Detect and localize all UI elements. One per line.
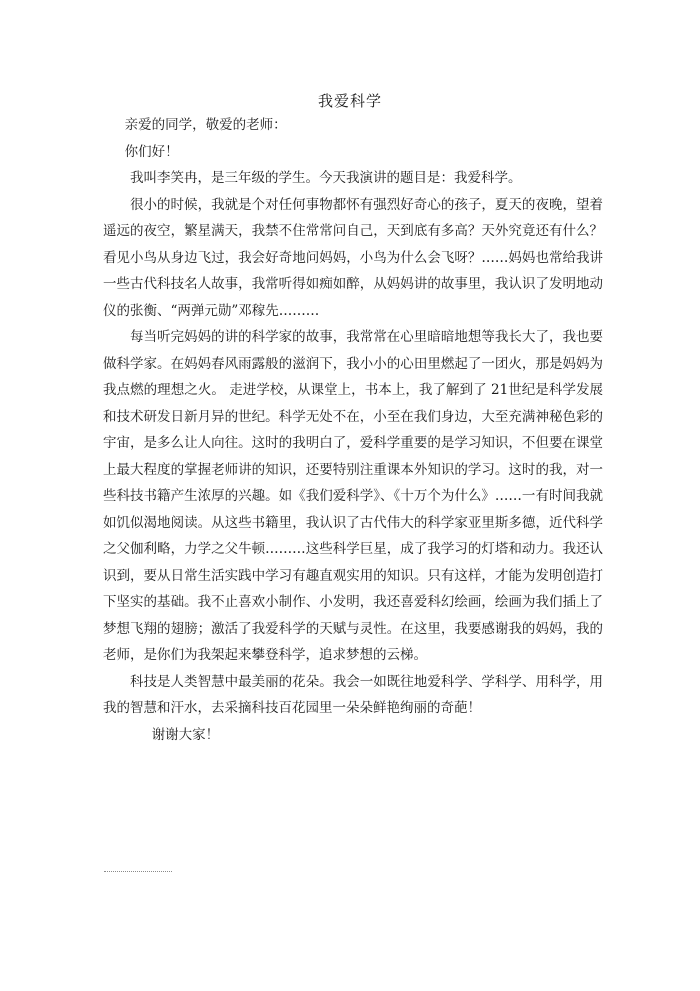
- footnote-divider: [104, 871, 172, 872]
- closing: 谢谢大家！: [151, 726, 220, 743]
- paragraph-2: 很小的时候，我就是个对任何事物都怀有强烈好奇心的孩子，夏天的夜晚，望着遥远的夜空，繁星满天，我禁不住常常问自己，天到底有多高？天外究竟还有什么？看见小鸟从身边飞过，我会好奇地问妈妈，小鸟为什么会飞呀？……妈妈也常给我讲一些古代科技名人故事，我常听得如痴如醉，从妈妈讲的故事里，我认识了发明地动仪的张衡、“两弹元勋”邓稼先………: [103, 196, 603, 319]
- document-body: [103, 112, 603, 748]
- paragraph-4: 科技是人类智慧中最美丽的花朵。我会一如既往地爱科学、学科学、用科学，用我的智慧和汗水，去采摘科技百花园里一朵朵鲜艳绚丽的奇葩！: [103, 673, 603, 716]
- salutation: 亲爱的同学，敬爱的老师：: [124, 117, 287, 133]
- paragraph-3: 每当听完妈妈的讲的科学家的故事，我常常在心里暗暗地想等我长大了，我也要做科学家。在妈妈春风雨露般的滋润下，我小小的心田里燃起了一团火，那是妈妈为我点燃的理想之火。 走进学校，从课堂上，书本上，我了解到了 21世纪是科学发展和技术研发日新月异的世纪。科学无处不在，小至在我们身边，大至充满神秘色彩的宇宙，是多么让人向往。这时的我明白了，爱科学重要的是学习知识，不但要在课堂上最大程度的掌握老师讲的知识，还要特别注重课本外知识的学习。这时的我，对一些科技书籍产生浓厚的兴趣。如《我们爱科学》、《十万个为什么》……一有时间我就如饥似渴地阅读。从这些书籍里，我认识了古代伟大的科学家亚里斯多德，近代科学之父伽利略，力学之父牛顿………这些科学巨星，成了我学习的灯塔和动力。我还认识到，要从日常生活实践中学习有趣直观实用的知识。只有这样，才能为发明创造打下坚实的基础。我不止喜欢小制作、小发明，我还喜爱科幻绘画，绘画为我们插上了梦想飞翔的翅膀；激活了我爱科学的天赋与灵性。在这里，我要感谢我的妈妈，我的老师，是你们为我架起来攀登科学，追求梦想的云梯。: [103, 329, 603, 663]
- greeting: 你们好！: [124, 143, 179, 160]
- document-title: 我爱科学: [317, 92, 382, 110]
- paragraph-1: 我叫李笑冉，是三年级的学生。今天我演讲的题目是：我爱科学。: [130, 170, 522, 186]
